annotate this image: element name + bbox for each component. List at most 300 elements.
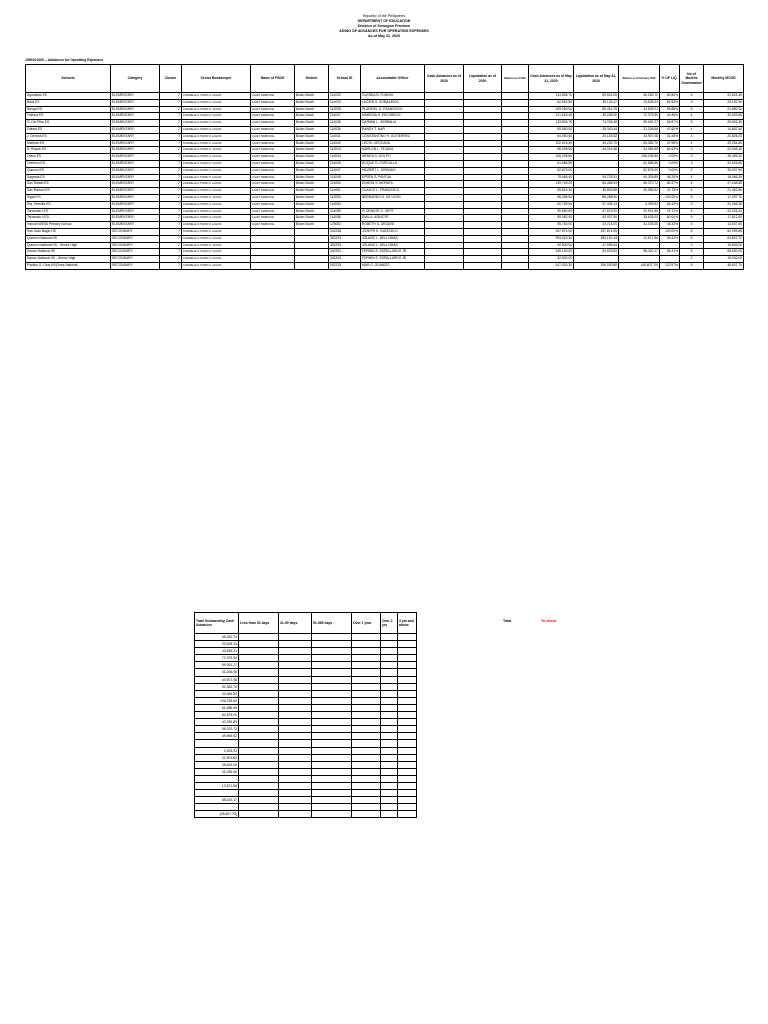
cell-bookkeeper: JANUBELLE O.TURNO O. LAGATA xyxy=(182,242,251,249)
aging-bucket-cell xyxy=(352,697,381,704)
aging-total-cell: 62,875.00 xyxy=(195,712,239,719)
cell-ca-may: 64,060.60 xyxy=(529,133,574,140)
cell-bookkeeper: JANUBELLE O.TURNO O. LAGATA xyxy=(182,140,251,147)
cell-school-id: 114055 xyxy=(329,208,361,215)
cell-cluster: 7 xyxy=(160,215,182,222)
table-row xyxy=(26,262,744,269)
cell-empty xyxy=(425,228,464,235)
aging-bucket-cell xyxy=(398,634,417,641)
cell-liq-may: - xyxy=(574,160,619,167)
cell-officer: LUCIEN S. SOMALINOG xyxy=(361,99,425,106)
cell-bal-feb: 31,035.00 xyxy=(619,222,660,229)
cell-officer: CONSTANTINO H. GUTIERREZ xyxy=(361,133,425,140)
cell-school-id: 114039 xyxy=(329,126,361,133)
aging-bucket-cell xyxy=(398,754,417,761)
table-row xyxy=(26,188,744,195)
aging-bucket-cell xyxy=(381,683,398,690)
aging-bucket-cell xyxy=(398,804,417,811)
cell-bookkeeper: JANUBELLE O.TURNO O. LAGATA xyxy=(182,194,251,201)
cell-officer: EMIL A. ASINOTE xyxy=(361,215,425,222)
outstanding-aging-table xyxy=(194,612,417,818)
cell-empty xyxy=(464,222,502,229)
cell-bal2020: - xyxy=(502,188,529,195)
aging-row xyxy=(195,754,417,761)
cell-school-id: 302233 xyxy=(329,242,361,249)
cell-bal2020: - xyxy=(502,120,529,127)
cell-pct: 0.00% xyxy=(660,154,680,161)
aging-bucket-cell xyxy=(352,775,381,782)
cell-school-id: 114035 xyxy=(329,106,361,113)
cell-empty xyxy=(464,99,502,106)
cell-pct: 122.97% xyxy=(660,262,680,269)
aging-bucket-cell xyxy=(352,754,381,761)
cell-bal2020: - xyxy=(502,126,529,133)
cell-district: Bulan South xyxy=(295,106,329,113)
table-row xyxy=(26,99,744,106)
cell-empty xyxy=(425,242,464,249)
cell-district: Bulan South xyxy=(295,113,329,120)
cell-empty xyxy=(425,133,464,140)
cell-school: Taromata II ES xyxy=(26,215,111,222)
cell-cluster: 7 xyxy=(160,160,182,167)
cell-school: Bilos ES xyxy=(26,99,111,106)
aging-bucket-cell xyxy=(279,733,312,740)
cell-empty xyxy=(464,120,502,127)
table-row xyxy=(26,126,744,133)
cell-bal-feb xyxy=(619,256,660,263)
aging-bucket-cell xyxy=(239,740,279,747)
cell-district: Bulan South xyxy=(295,120,329,127)
aging-bucket-cell xyxy=(239,683,279,690)
aging-total-cell: 45,282.70 xyxy=(195,634,239,641)
cell-liq-may: 69,524.05 xyxy=(574,93,619,100)
cell-bal2020: - xyxy=(502,249,529,256)
cell-months: 5 xyxy=(680,93,704,100)
aging-bucket-cell xyxy=(312,797,352,804)
cell-bal2020: - xyxy=(502,194,529,201)
cell-school: Marinas ES xyxy=(26,140,111,147)
cell-ca-may: 345,150.00 xyxy=(529,249,574,256)
cell-months: 2 xyxy=(680,167,704,174)
column-header: Accountable Officer xyxy=(361,65,425,93)
aging-row xyxy=(195,712,417,719)
table-row xyxy=(26,120,744,127)
aging-bucket-cell xyxy=(279,669,312,676)
aging-total-cell: 43,907.08 xyxy=(195,676,239,683)
aging-bucket-cell xyxy=(239,754,279,761)
cell-officer: GLADYS L. FRANCISCO xyxy=(361,188,425,195)
cell-bookkeeper: JANUBELLE O.TURNO O. LAGATA xyxy=(182,174,251,181)
aging-bucket-cell xyxy=(381,804,398,811)
cell-psds xyxy=(251,242,295,249)
cell-officer: FERMIN S. ESPALLARDO JR xyxy=(361,256,425,263)
aging-row xyxy=(195,797,417,804)
cell-district xyxy=(295,249,329,256)
table-row xyxy=(26,167,744,174)
cell-officer: GLENDA N. FUNING xyxy=(361,93,425,100)
cell-bal-feb: 12,871.86 xyxy=(619,235,660,242)
cell-mooe: 64,807.70 xyxy=(704,235,744,242)
aging-bucket-cell xyxy=(352,811,381,818)
cell-ca-may: 85,815.40 xyxy=(529,188,574,195)
aging-row xyxy=(195,669,417,676)
aging-total-cell: - xyxy=(195,804,239,811)
cell-cluster: 7 xyxy=(160,113,182,120)
cell-mooe: 21,850.00 xyxy=(704,106,744,113)
column-header: School ID xyxy=(329,65,361,93)
cell-cluster: 7 xyxy=(160,235,182,242)
aging-bucket-cell xyxy=(398,719,417,726)
cell-psds: JULIET TAMBOONG xyxy=(251,201,295,208)
aging-bucket-cell xyxy=(312,719,352,726)
cell-psds: JULIET TAMBOONG xyxy=(251,154,295,161)
cell-months: 5 xyxy=(680,106,704,113)
column-header: Category xyxy=(111,65,160,93)
cell-psds: JULIET TAMBOONG xyxy=(251,126,295,133)
aging-bucket-cell xyxy=(352,662,381,669)
cell-empty xyxy=(425,235,464,242)
cell-school-id: 302233 xyxy=(329,235,361,242)
cell-empty xyxy=(464,201,502,208)
aging-bucket-cell xyxy=(352,719,381,726)
aging-row xyxy=(195,719,417,726)
cell-psds: JULIET TAMBOONG xyxy=(251,93,295,100)
cell-empty xyxy=(464,228,502,235)
cell-ca-may: 109,250.00 xyxy=(529,106,574,113)
cell-cluster: 7 xyxy=(160,147,182,154)
cell-empty xyxy=(464,174,502,181)
cell-psds: JULIET TAMBOONG xyxy=(251,194,295,201)
cell-months: 2 xyxy=(680,256,704,263)
column-header: Senior Bookkeeper xyxy=(182,65,251,93)
cell-psds xyxy=(251,228,295,235)
cell-empty xyxy=(425,99,464,106)
cell-district: Bulan South xyxy=(295,99,329,106)
aging-bucket-cell xyxy=(312,648,352,655)
aging-bucket-cell xyxy=(352,733,381,740)
cell-school-id: 114050 xyxy=(329,181,361,188)
cell-bal2020: - xyxy=(502,215,529,222)
cell-empty xyxy=(464,215,502,222)
cell-category: SECONDARY xyxy=(111,228,160,235)
cell-ca-may: 114,806.75 xyxy=(529,93,574,100)
table-row xyxy=(26,154,744,161)
column-header: Cash Advances as of 2020 xyxy=(425,65,464,93)
cell-liq-may: 57,405.13 xyxy=(574,201,619,208)
column-header: % OF LIQ. xyxy=(660,65,680,93)
cell-ca-may: 59,550.00 xyxy=(529,126,574,133)
aging-total-cell: - xyxy=(195,775,239,782)
cell-officer: EDMON S. MORATA xyxy=(361,181,425,188)
cell-pct: 41.78% xyxy=(660,188,680,195)
cell-school: Gatoet ES xyxy=(26,126,111,133)
cell-months: 5 xyxy=(680,181,704,188)
cell-district: Bulan South xyxy=(295,93,329,100)
cell-empty xyxy=(425,181,464,188)
aging-bucket-cell xyxy=(352,669,381,676)
cell-empty xyxy=(464,106,502,113)
aging-bucket-cell xyxy=(381,655,398,662)
cell-empty xyxy=(425,174,464,181)
cell-empty xyxy=(425,256,464,263)
aging-bucket-cell xyxy=(381,697,398,704)
cell-psds: JULIET TAMBOONG xyxy=(251,120,295,127)
cell-empty xyxy=(464,147,502,154)
cell-bookkeeper: JANUBELLE O.TURNO O. LAGATA xyxy=(182,201,251,208)
cell-school-id: 114043 xyxy=(329,147,361,154)
cell-bal2020: - xyxy=(502,235,529,242)
cell-empty xyxy=(464,113,502,120)
cell-school-id: 114038 xyxy=(329,120,361,127)
aging-bucket-cell xyxy=(312,761,352,768)
aging-row xyxy=(195,804,417,811)
cell-ca-may: 62,562.50 xyxy=(529,99,574,106)
aging-row xyxy=(195,790,417,797)
cell-bal-feb: - xyxy=(619,228,660,235)
cell-officer: MAR G. GUANIZO xyxy=(361,262,425,269)
cell-months: 5 xyxy=(680,215,704,222)
cell-officer: FLORANTE G. GIPIT xyxy=(361,208,425,215)
cell-months: 4 xyxy=(680,126,704,133)
cell-bal-feb: 58,420.17 xyxy=(619,249,660,256)
cell-mooe: 18,366.35 xyxy=(704,174,744,181)
cell-bookkeeper: JANUBELLE O.TURNO O. LAGATA xyxy=(182,215,251,222)
cell-ca-may: 133,806.75 xyxy=(529,120,574,127)
aging-bucket-cell xyxy=(398,761,417,768)
cell-district: Bulan South xyxy=(295,160,329,167)
cell-cluster: 7 xyxy=(160,120,182,127)
cell-empty xyxy=(464,140,502,147)
aging-bucket-cell xyxy=(312,804,352,811)
table-row xyxy=(26,242,744,249)
cell-pct: 85.31% xyxy=(660,249,680,256)
cell-mooe: 22,346.35 xyxy=(704,147,744,154)
aging-total-cell: 24,084.59 xyxy=(195,690,239,697)
aging-row xyxy=(195,726,417,733)
cell-school: G. Del Pilar ES xyxy=(26,120,111,127)
aging-bucket-cell xyxy=(279,726,312,733)
cell-district xyxy=(295,262,329,269)
cell-bookkeeper: JANUBELLE O.TURNO O. LAGATA xyxy=(182,256,251,263)
cell-empty xyxy=(464,262,502,269)
cell-bal-feb: 23,528.33 xyxy=(619,99,660,106)
cell-bal2020: - xyxy=(502,256,529,263)
cell-bal-feb: 55,370.72 xyxy=(619,181,660,188)
aging-bucket-cell xyxy=(312,790,352,797)
aging-bucket-cell xyxy=(398,676,417,683)
cell-empty xyxy=(425,154,464,161)
table-row xyxy=(26,93,744,100)
aging-bucket-cell xyxy=(239,768,279,775)
cell-psds: JULIET TAMBOONG xyxy=(251,222,295,229)
aging-bucket-cell xyxy=(279,790,312,797)
aging-row xyxy=(195,676,417,683)
cell-school: Aguinaldo ES xyxy=(26,93,111,100)
cell-ca-may: 139,749.25 xyxy=(529,181,574,188)
aging-bucket-cell xyxy=(279,662,312,669)
aging-bucket-cell xyxy=(279,768,312,775)
column-header: Balance as of February, 2020 xyxy=(619,65,660,93)
cell-months: 3 xyxy=(680,154,704,161)
cell-empty xyxy=(464,126,502,133)
column-header: Schools xyxy=(26,65,111,93)
cell-months: 5 xyxy=(680,194,704,201)
aging-bucket-cell xyxy=(239,775,279,782)
cell-ca-may: 86,288.50 xyxy=(529,194,574,201)
cell-school: S. Roque ES xyxy=(26,147,111,154)
cell-months: 4 xyxy=(680,113,704,120)
cell-pct: 47.60% xyxy=(660,126,680,133)
aging-bucket-cell xyxy=(381,740,398,747)
aging-bucket-cell xyxy=(381,797,398,804)
cell-liq-may: 39,134.17 xyxy=(574,99,619,106)
aging-row xyxy=(195,697,417,704)
aging-bucket-cell xyxy=(279,804,312,811)
aging-bucket-cell xyxy=(239,697,279,704)
aging-bucket-cell xyxy=(352,704,381,711)
cell-liq-may: 380,151.44 xyxy=(574,235,619,242)
cell-cluster: 7 xyxy=(160,140,182,147)
cell-bookkeeper: JANUBELLE O.TURNO O. LAGATA xyxy=(182,106,251,113)
cell-district: Bulan South xyxy=(295,181,329,188)
aging-bucket-cell xyxy=(398,697,417,704)
cell-mooe: 52,095.85 xyxy=(704,228,744,235)
cell-empty xyxy=(464,188,502,195)
cell-district: Bulan South xyxy=(295,154,329,161)
cell-bal2020: - xyxy=(502,93,529,100)
cell-school-id: 114056 xyxy=(329,215,361,222)
cell-psds: JULIET TAMBOONG xyxy=(251,181,295,188)
cell-category: ELEMENTARY xyxy=(111,140,160,147)
aging-bucket-cell xyxy=(381,754,398,761)
cell-officer: ROBETH G. DEDASE xyxy=(361,222,425,229)
cell-empty xyxy=(425,194,464,201)
cell-liq-may: - xyxy=(574,167,619,174)
cell-empty xyxy=(425,140,464,147)
aging-total-cell: 40,339.89 xyxy=(195,719,239,726)
aging-column-header: 31-90 days xyxy=(279,613,312,634)
table-row xyxy=(26,160,744,167)
aging-bucket-cell xyxy=(352,712,381,719)
cell-category: ELEMENTARY xyxy=(111,215,160,222)
aging-bucket-cell xyxy=(312,697,352,704)
cell-ca-may: 60,799.05 xyxy=(529,201,574,208)
aging-bucket-cell xyxy=(352,804,381,811)
cell-liq-may: 49,232.70 xyxy=(574,140,619,147)
aging-bucket-cell xyxy=(381,676,398,683)
cell-mooe: 20,826.20 xyxy=(704,133,744,140)
cell-psds: JULIET TAMBOONG xyxy=(251,174,295,181)
cell-ca-may: 32,000.00 xyxy=(529,256,574,263)
cell-empty xyxy=(464,133,502,140)
cell-empty xyxy=(464,160,502,167)
cell-ca-may: 121,615.40 xyxy=(529,113,574,120)
cell-liq-may: 49,235.50 xyxy=(574,113,619,120)
cell-school-id: 114041 xyxy=(329,133,361,140)
cell-school: Taromata I ES xyxy=(26,208,111,215)
cell-psds: JULIET TAMBOONG xyxy=(251,113,295,120)
cell-pct: 60.00% xyxy=(660,215,680,222)
cell-empty xyxy=(425,249,464,256)
table-row xyxy=(26,194,744,201)
cell-bookkeeper: JANUBELLE O.TURNO O. LAGATA xyxy=(182,99,251,106)
aging-bucket-cell xyxy=(279,634,312,641)
aging-bucket-cell xyxy=(239,797,279,804)
aging-total-cell: 22,901.60 xyxy=(195,754,239,761)
cell-ca-may: 257,874.05 xyxy=(529,228,574,235)
cell-cluster: 7 xyxy=(160,133,182,140)
cell-school: Sagrada ES xyxy=(26,174,111,181)
cell-ca-may: 61,686.55 xyxy=(529,160,574,167)
cell-district: Bulan South xyxy=(295,215,329,222)
cell-bookkeeper: JANUBELLE O.TURNO O. LAGATA xyxy=(182,113,251,120)
cell-category: ELEMENTARY xyxy=(111,133,160,140)
cell-months: 5 xyxy=(680,249,704,256)
cell-cluster: 7 xyxy=(160,201,182,208)
aging-bucket-cell xyxy=(279,712,312,719)
cell-school: Bunga ES xyxy=(26,106,111,113)
cell-school: San Rafael ES xyxy=(26,181,111,188)
aging-bucket-cell xyxy=(239,641,279,648)
aging-bucket-cell xyxy=(398,797,417,804)
cell-officer: JOLANO L. DELLOMAS xyxy=(361,235,425,242)
cell-cluster: 7 xyxy=(160,228,182,235)
aging-bucket-cell xyxy=(239,719,279,726)
cell-mooe: 16,833.00 xyxy=(704,242,744,249)
cell-category: SECONDARY xyxy=(111,249,160,256)
cell-psds: JULIET TAMBOONG xyxy=(251,147,295,154)
cell-empty xyxy=(464,235,502,242)
table-row xyxy=(26,215,744,222)
column-header: Cash Advances as of May 31, 2020 xyxy=(529,65,574,93)
aging-bucket-cell xyxy=(312,690,352,697)
aging-bucket-cell xyxy=(381,634,398,641)
cell-pct: 31.46% xyxy=(660,133,680,140)
aging-column-header: Total Outstanding Cash Advances xyxy=(195,613,239,634)
table-row xyxy=(26,133,744,140)
cell-mooe: 20,187.50 xyxy=(704,99,744,106)
cell-bal2020: - xyxy=(502,154,529,161)
aging-bucket-cell xyxy=(352,747,381,754)
aging-bucket-cell xyxy=(398,768,417,775)
cell-officer: ROQUE G. PORCALLA xyxy=(361,160,425,167)
aging-bucket-cell xyxy=(398,690,417,697)
cell-bal-feb: - xyxy=(619,194,660,201)
aging-total-cell: 35,625.00 xyxy=(195,761,239,768)
header-department: DEPARTMENT OF EDUCATION xyxy=(357,19,411,23)
aging-bucket-cell xyxy=(312,768,352,775)
cell-liq-may: 53,437.50 xyxy=(574,215,619,222)
table-row xyxy=(26,201,744,208)
table-row xyxy=(26,147,744,154)
cell-psds: JULIET TAMBOONG xyxy=(251,99,295,106)
cell-months: 3 xyxy=(680,242,704,249)
cell-bal2020: - xyxy=(502,140,529,147)
table-row xyxy=(26,235,744,242)
cell-empty xyxy=(425,147,464,154)
aging-row xyxy=(195,641,417,648)
aging-bucket-cell xyxy=(352,782,381,789)
aging-total-cell: 12,871.86 xyxy=(195,782,239,789)
cell-pct: 0.00% xyxy=(660,167,680,174)
aging-total-cell: 3,393.92 xyxy=(195,747,239,754)
aging-row xyxy=(195,648,417,655)
aging-row xyxy=(195,634,417,641)
aging-bucket-cell xyxy=(381,775,398,782)
cell-empty xyxy=(425,222,464,229)
cell-bal-feb: 22,901.60 xyxy=(619,208,660,215)
aging-bucket-cell xyxy=(279,782,312,789)
